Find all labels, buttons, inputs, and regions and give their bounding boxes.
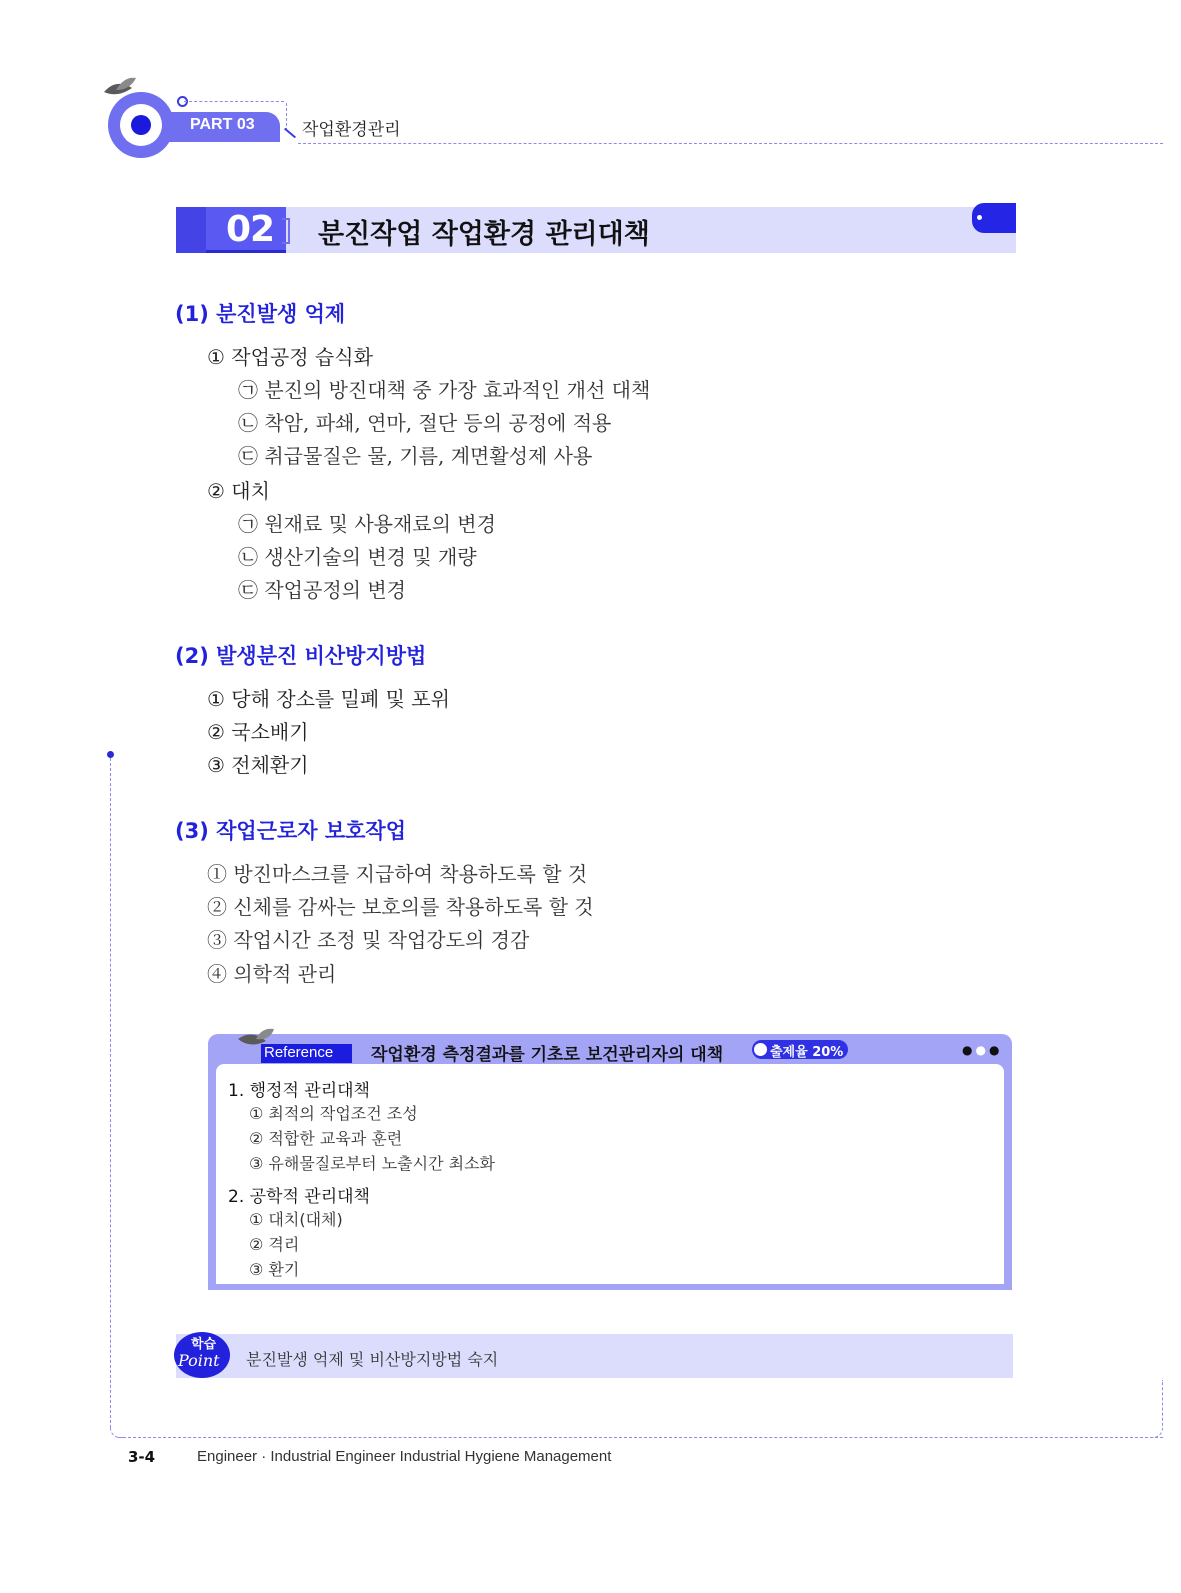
list-item: ① 작업공정 습식화 <box>207 345 373 369</box>
section-tab-dot-icon <box>977 215 982 220</box>
subsection-heading: (2) 발생분진 비산방지방법 <box>175 644 427 668</box>
reference-item: ② 적합한 교육과 훈련 <box>249 1129 403 1148</box>
list-subitem: ㉠ 분진의 방진대책 중 가장 효과적인 개선 대책 <box>238 378 651 402</box>
reference-item: ③ 유해물질로부터 노출시간 최소화 <box>249 1154 495 1173</box>
section-number: 02 <box>226 209 275 250</box>
page-number: 3-4 <box>128 1448 156 1466</box>
frame-left-dash <box>110 758 111 1428</box>
subsection-heading: (3) 작업근로자 보호작업 <box>175 819 407 843</box>
section-number-shade <box>176 207 206 253</box>
part-dash-line <box>184 101 284 102</box>
list-item: ④ 의학적 관리 <box>207 962 337 986</box>
list-subitem: ㉢ 작업공정의 변경 <box>238 578 406 602</box>
reference-item: ① 최적의 작업조건 조성 <box>249 1104 418 1123</box>
header-dashed-line <box>298 143 1163 144</box>
reference-group-heading: 1. 행정적 관리대책 <box>228 1081 370 1101</box>
list-item: ① 방진마스크를 지급하여 착용하도록 할 것 <box>207 862 588 886</box>
list-subitem: ㉡ 생산기술의 변경 및 개량 <box>238 545 477 569</box>
reference-item: ③ 환기 <box>249 1260 300 1279</box>
circle-icon <box>753 1042 768 1057</box>
reference-title: 작업환경 측정결과를 기초로 보건관리자의 대책 <box>371 1045 724 1065</box>
part-dash-divider <box>286 103 287 131</box>
reference-group-heading: 2. 공학적 관리대책 <box>228 1187 370 1207</box>
reference-item: ① 대치(대체) <box>249 1210 343 1229</box>
dots-icon: ●●● <box>962 1043 1003 1057</box>
list-item: ② 국소배기 <box>207 720 309 744</box>
frame-bottom-dash <box>118 1437 1163 1438</box>
list-subitem: ㉠ 원재료 및 사용재료의 변경 <box>238 512 496 536</box>
list-item: ③ 전체환기 <box>207 753 309 777</box>
list-subitem: ㉢ 취급물질은 물, 기름, 계면활성제 사용 <box>238 444 593 468</box>
learning-point-text: 분진발생 억제 및 비산방지방법 숙지 <box>246 1350 499 1369</box>
list-item: ① 당해 장소를 밀폐 및 포위 <box>207 687 450 711</box>
list-item: ② 신체를 감싸는 보호의를 착용하도록 할 것 <box>207 895 594 919</box>
list-subitem: ㉡ 착암, 파쇄, 연마, 절단 등의 공정에 적용 <box>238 411 612 435</box>
section-title: 분진작업 작업환경 관리대책 <box>318 219 650 250</box>
reference-badge-label: Reference <box>264 1044 334 1061</box>
learning-point-badge-top: 학습 <box>191 1337 217 1352</box>
frame-dot <box>107 751 114 758</box>
subsection-heading: (1) 분진발생 억제 <box>175 302 346 326</box>
exam-rate-label: 출제율 20% <box>770 1045 844 1060</box>
learning-point-badge-bottom: Point <box>178 1351 220 1370</box>
leaf-icon <box>102 74 138 100</box>
reference-item: ② 격리 <box>249 1235 300 1254</box>
footer-text: Engineer · Industrial Engineer Industrial Hygiene Management <box>197 1448 612 1465</box>
frame-corner <box>1150 1380 1163 1438</box>
part-label: PART 03 <box>190 116 255 133</box>
section-bracket-icon <box>282 218 290 244</box>
logo-dot <box>131 115 151 135</box>
part-title: 작업환경관리 <box>302 120 401 140</box>
list-item: ② 대치 <box>207 479 270 503</box>
header-slash <box>284 128 296 139</box>
list-item: ③ 작업시간 조정 및 작업강도의 경감 <box>207 928 530 952</box>
